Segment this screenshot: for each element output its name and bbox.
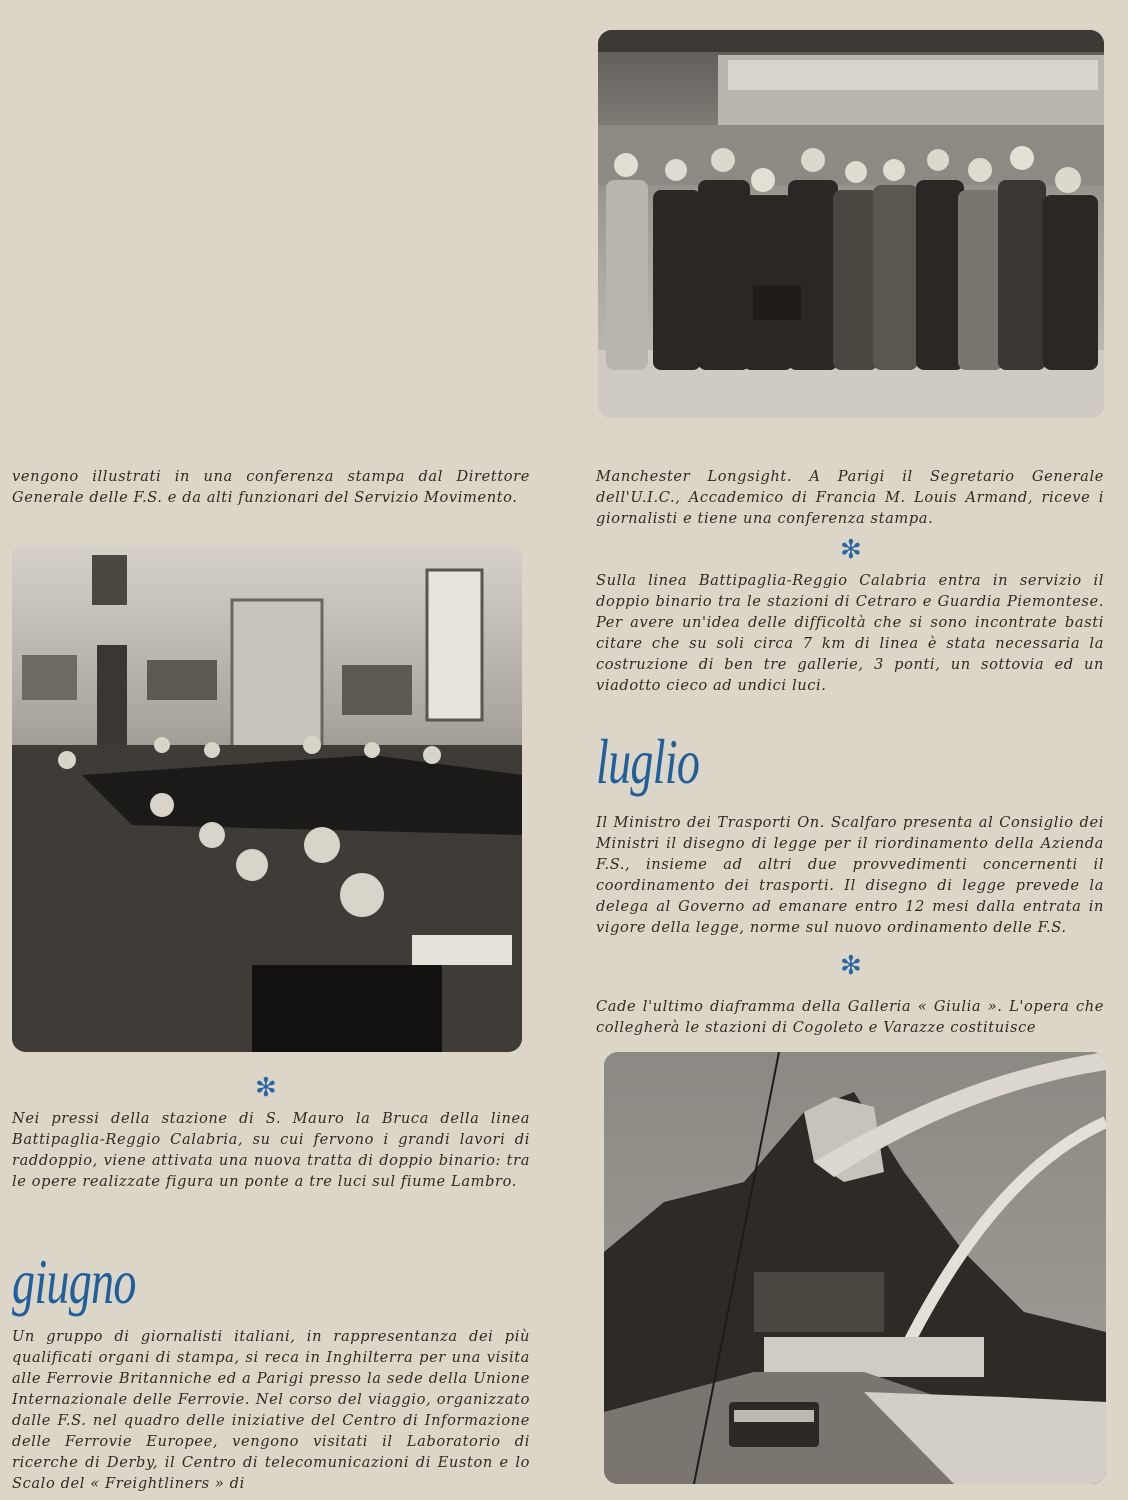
article-text-giulia	[596, 996, 1104, 1038]
paragraph: Il Ministro dei Trasporti On. Scalfaro presenta al Consiglio dei Ministri il disegno di legge per il riordinamento della Azienda F.S., insieme ad altri due provvedimenti concernenti il coordinamento dei trasporti. Il disegno di legge prevede la delega al Governo ad emanare entro 12 mesi dalla entrata in vigore della legge, norme sul nuovo ordinamento delle F.S.	[596, 814, 1104, 936]
paragraph: Nei pressi della stazione di S. Mauro la Bruca della linea Battipaglia-Reggio Calabria, su cui fervono i grandi lavori di raddoppio, viene attivata una nuova tratta di doppio binario: tra le opere realizzate figura un ponte a tre luci sul fiume Lambro.	[12, 1110, 530, 1190]
separator-asterisk-icon: ✻	[840, 535, 862, 565]
article-text-luglio	[596, 812, 1104, 938]
group-photo-journalists	[598, 30, 1104, 418]
article-text-paris	[596, 466, 1104, 529]
paragraph: vengono illustrati in una conferenza stampa dal Direttore Generale delle F.S. e da alti funzionari del Servizio Movimento.	[12, 468, 530, 506]
separator-asterisk-icon: ✻	[840, 951, 862, 981]
meeting-room-photo	[12, 545, 522, 1052]
paragraph: Un gruppo di giornalisti italiani, in rappresentanza dei più qualificati organi di stampa, si reca in Inghilterra per una visita alle Ferrovie Britanniche ed a Parigi presso la sede della Unione Internazionale delle Ferrovie. Nel corso del viaggio, organizzato dalle F.S. nel quadro delle iniziative del Centro di Informazione delle Ferrovie Europee, vengono visitati il Laboratorio di ricerche di Derby, il Centro di telecomunicazioni di Euston e lo Scalo del « Freightliners » di	[12, 1328, 530, 1492]
paragraph: Manchester Longsight. A Parigi il Segretario Generale dell'U.I.C., Accademico di Francia M. Louis Armand, riceve i giornalisti e tiene una conferenza stampa.	[596, 468, 1104, 527]
paragraph: Cade l'ultimo diaframma della Galleria « Giulia ». L'opera che collegherà le stazioni di Cogoleto e Varazze costituisce	[596, 998, 1104, 1036]
article-text-intro	[12, 466, 530, 508]
month-heading-giugno: giugno	[12, 1246, 136, 1317]
month-heading-luglio: luglio	[596, 726, 700, 797]
separator-asterisk-icon: ✻	[255, 1073, 277, 1103]
article-text-s-mauro	[12, 1108, 530, 1192]
paragraph: Sulla linea Battipaglia-Reggio Calabria entra in servizio il doppio binario tra le stazioni di Cetraro e Guardia Piemontese. Per avere un'idea delle difficoltà che si sono incontrate basti citare che su soli circa 7 km di linea è stata necessaria la costruzione di ben tre gallerie, 3 ponti, un sottovia ed un viadotto cieco ad undici luci.	[596, 572, 1104, 694]
article-text-cetraro	[596, 570, 1104, 696]
bridge-tunnel-photo	[604, 1052, 1106, 1484]
article-text-giugno	[12, 1326, 530, 1494]
